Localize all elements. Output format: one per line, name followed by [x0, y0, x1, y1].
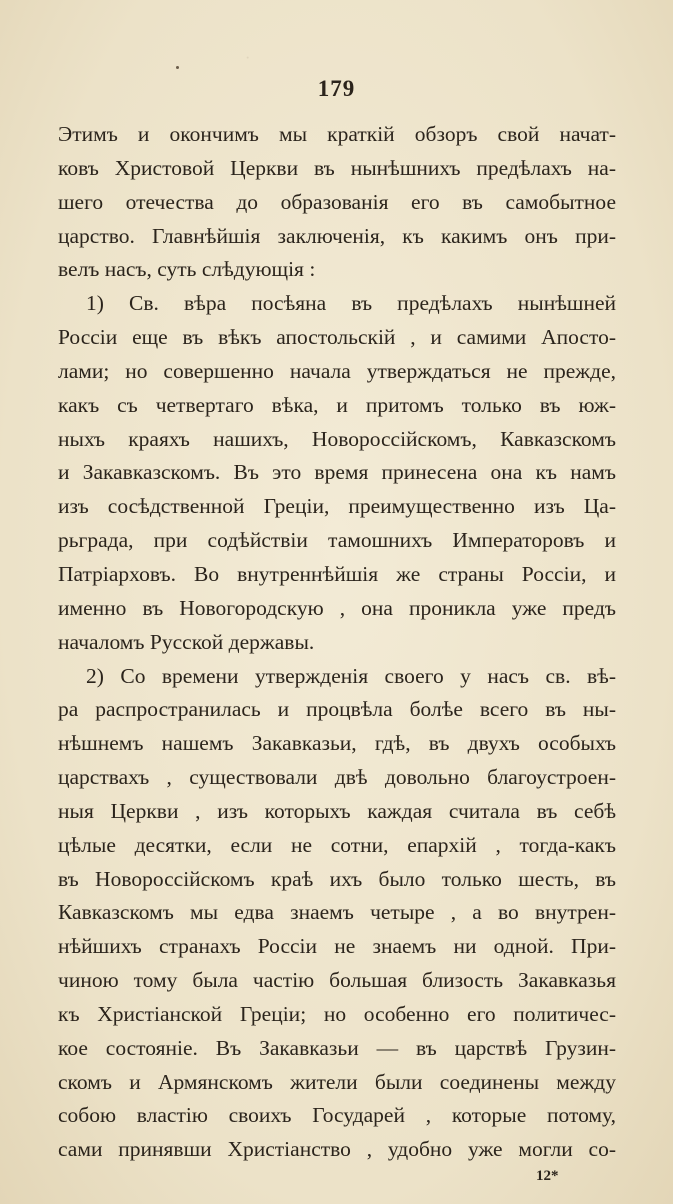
text-line: ныя Церкви , изъ которыхъ каждая считала въ себѣ [58, 798, 616, 823]
text-line: велъ насъ, суть слѣдующія : [58, 257, 316, 282]
text-line: царствахъ , существовали двѣ довольно благоустроен- [58, 765, 616, 790]
text-line: изъ сосѣдственной Греціи, преимущественно изъ Ца- [58, 494, 616, 519]
text-line: и Закавказскомъ. Въ это время принесена она къ намъ [58, 460, 616, 485]
text-line: нѣшнемъ нашемъ Закавказьи, гдѣ, въ двухъ особыхъ [58, 731, 616, 756]
text-line: Патріарховъ. Во внутреннѣйшія же страны Россіи, и [58, 561, 616, 586]
bleed-through-text: · [245, 50, 377, 67]
text-line: собою властію своихъ Государей , которые потому, [58, 1103, 616, 1128]
text-line: ныхъ краяхъ нашихъ, Новороссійскомъ, Кавказскомъ [58, 426, 616, 451]
text-line: Россіи еще въ вѣкъ апостольскій , и самими Апосто- [58, 325, 616, 350]
ink-speck [176, 66, 179, 69]
text-line: шего отечества до образованія его въ самобытное [58, 189, 616, 214]
text-line: ковъ Христовой Церкви въ нынѣшнихъ предѣлахъ на- [58, 155, 616, 180]
text-line: 1) Св. вѣра посѣяна въ предѣлахъ нынѣшней [86, 291, 616, 316]
text-line: нѣйшихъ странахъ Россіи не знаемъ ни одной. При- [58, 934, 616, 959]
signature-mark: 12* [536, 1168, 559, 1184]
text-line: Этимъ и окончимъ мы краткій обзоръ свой начат- [58, 122, 616, 146]
page-number: 179 [317, 76, 356, 101]
text-line: царство. Главнѣйшія заключенія, къ какимъ онъ при- [58, 223, 616, 248]
text-line: началомъ Русской державы. [58, 629, 315, 654]
text-line: скомъ и Армянскомъ жители были соединены между [58, 1069, 616, 1094]
text-line: кое состояніе. Въ Закавказьи — въ царствѣ Грузин- [58, 1035, 616, 1060]
text-line: къ Христіанской Греціи; но особенно его политичес- [58, 1001, 616, 1026]
text-line: ра распространилась и процвѣла болѣе всего въ ны- [58, 697, 616, 722]
text-line: Кавказскомъ мы едва знаемъ четыре , а во внутрен- [58, 900, 616, 925]
text-line: цѣлые десятки, если не сотни, епархій , тогда-какъ [58, 832, 616, 857]
text-line: сами принявши Христіанство , удобно уже могли со- [58, 1137, 616, 1162]
text-line: въ Новороссійскомъ краѣ ихъ было только шесть, въ [58, 866, 616, 891]
text-line: именно въ Новогородскую , она проникла уже предъ [58, 595, 616, 620]
text-line: какъ съ четвертаго вѣка, и притомъ только въ юж- [58, 392, 616, 417]
text-line: лами; но совершенно начала утверждаться не прежде, [58, 358, 616, 383]
text-line: чиною тому была частію большая близость Закавказья [58, 968, 616, 993]
text-line: 2) Со времени утвержденія своего у насъ св. вѣ- [86, 663, 616, 688]
body-text [58, 118, 616, 1167]
text-line: рьграда, при содѣйствіи тамошнихъ Императоровъ и [58, 528, 616, 553]
